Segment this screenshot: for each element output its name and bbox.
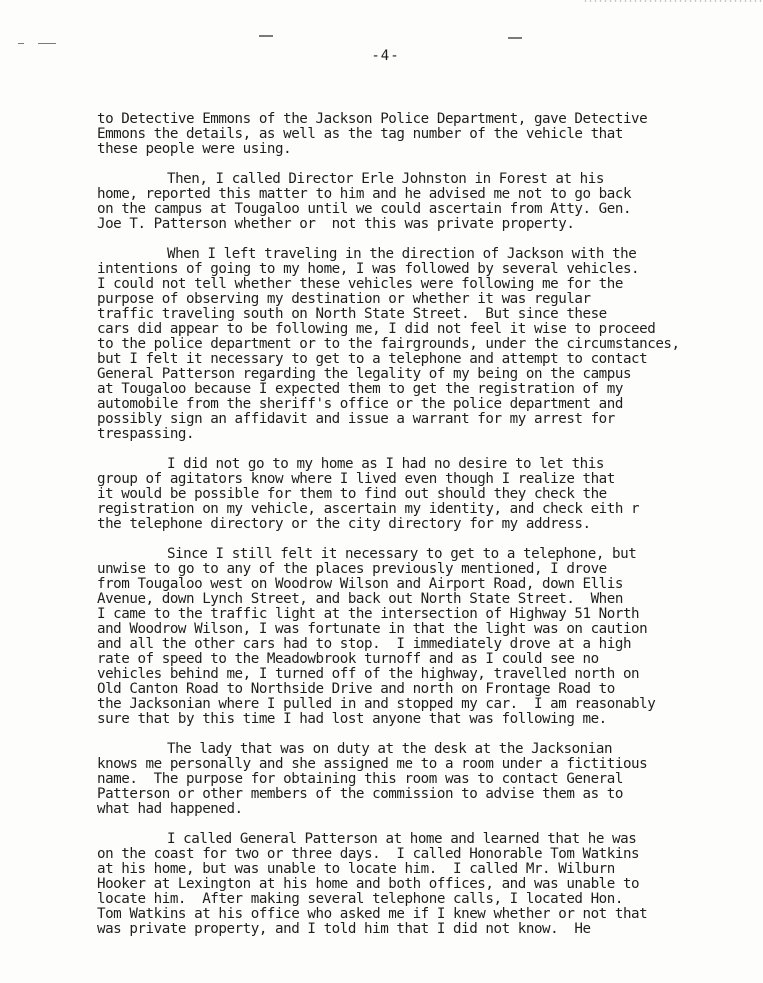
text-line: Old Canton Road to Northside Drive and north on Frontage Road to	[97, 681, 615, 697]
paragraph	[97, 247, 737, 442]
text-line: name. The purpose for obtaining this room was to contact General	[97, 771, 623, 787]
text-line: Emmons the details, as well as the tag number of the vehicle that	[97, 126, 623, 142]
text-line: traffic traveling south on North State Street. But since these	[97, 306, 607, 322]
scan-mark	[38, 43, 56, 44]
text-line: I called General Patterson at home and learned that he was	[167, 831, 637, 847]
paragraph	[97, 112, 737, 157]
letter-body	[97, 112, 737, 952]
paragraph	[97, 832, 737, 937]
text-line: knows me personally and she assigned me to a room under a fictitious	[97, 756, 648, 772]
text-line: General Patterson regarding the legality of my being on the campus	[97, 366, 632, 382]
text-line: Patterson or other members of the commission to advise them as to	[97, 786, 623, 802]
text-line: automobile from the sheriff's office or the police department and	[97, 396, 623, 412]
text-line: the telephone directory or the city directory for my address.	[97, 516, 591, 532]
paragraph	[97, 547, 737, 727]
text-line: locate him. After making several telephone calls, I located Hon.	[97, 891, 623, 907]
text-line: trespassing.	[97, 426, 195, 442]
text-line: Hooker at Lexington at his home and both offices, and was unable to	[97, 876, 640, 892]
text-line: to Detective Emmons of the Jackson Police Department, gave Detective	[97, 111, 648, 127]
text-line: at Tougaloo because I expected them to get the registration of my	[97, 381, 623, 397]
text-line: but I felt it necessary to get to a telephone and attempt to contact	[97, 351, 648, 367]
text-line: I came to the traffic light at the intersection of Highway 51 North	[97, 606, 640, 622]
text-line: unwise to go to any of the places previously mentioned, I drove	[97, 561, 607, 577]
paragraph	[97, 172, 737, 232]
text-line: Since I still felt it necessary to get to a telephone, but	[167, 546, 637, 562]
text-line: the Jacksonian where I pulled in and stopped my car. I am reasonably	[97, 696, 656, 712]
text-line: Then, I called Director Erle Johnston in Forest at his	[167, 171, 604, 187]
paragraph	[97, 457, 737, 532]
text-line: The lady that was on duty at the desk at the Jacksonian	[167, 741, 613, 757]
paragraph	[97, 742, 737, 817]
text-line: it would be possible for them to find out should they check the	[97, 486, 607, 502]
text-line: When I left traveling in the direction of Jackson with the	[167, 246, 637, 262]
text-line: was private property, and I told him that I did not know. He	[97, 921, 591, 937]
text-line: Avenue, down Lynch Street, and back out North State Street. When	[97, 591, 623, 607]
text-line: vehicles behind me, I turned off of the highway, travelled north on	[97, 666, 640, 682]
scan-mark	[508, 37, 522, 39]
scan-mark	[18, 43, 24, 44]
text-line: on the campus at Tougaloo until we could ascertain from Atty. Gen.	[97, 201, 632, 217]
text-line: group of agitators know where I lived even though I realize that	[97, 471, 615, 487]
text-line: and all the other cars had to stop. I immediately drove at a high	[97, 636, 632, 652]
scan-edge-mark	[583, 0, 763, 2]
text-line: I could not tell whether these vehicles were following me for the	[97, 276, 623, 292]
text-line: these people were using.	[97, 141, 292, 157]
text-line: and Woodrow Wilson, I was fortunate in that the light was on caution	[97, 621, 648, 637]
text-line: rate of speed to the Meadowbrook turnoff and as I could see no	[97, 651, 599, 667]
text-line: registration on my vehicle, ascertain my identity, and check eith r	[97, 501, 640, 517]
page-number-text: -4-	[371, 48, 400, 64]
text-line: from Tougaloo west on Woodrow Wilson and Airport Road, down Ellis	[97, 576, 623, 592]
text-line: possibly sign an affidavit and issue a warrant for my arrest for	[97, 411, 615, 427]
text-line: what had happened.	[97, 801, 243, 817]
text-line: Joe T. Patterson whether or not this was private property.	[97, 216, 575, 232]
text-line: I did not go to my home as I had no desire to let this	[167, 456, 604, 472]
text-line: Tom Watkins at his office who asked me if I knew whether or not that	[97, 906, 648, 922]
text-line: on the coast for two or three days. I called Honorable Tom Watkins	[97, 846, 640, 862]
text-line: cars did appear to be following me, I did not feel it wise to proceed	[97, 321, 656, 337]
text-line: home, reported this matter to him and he advised me not to go back	[97, 186, 632, 202]
text-line: at his home, but was unable to locate him. I called Mr. Wilburn	[97, 861, 615, 877]
text-line: to the police department or to the fairgrounds, under the circumstances,	[97, 336, 680, 352]
text-line: intentions of going to my home, I was followed by several vehicles.	[97, 261, 640, 277]
text-line: purpose of observing my destination or whether it was regular	[97, 291, 591, 307]
scan-mark	[259, 35, 273, 37]
page-number	[0, 48, 763, 64]
text-line: sure that by this time I had lost anyone that was following me.	[97, 711, 607, 727]
